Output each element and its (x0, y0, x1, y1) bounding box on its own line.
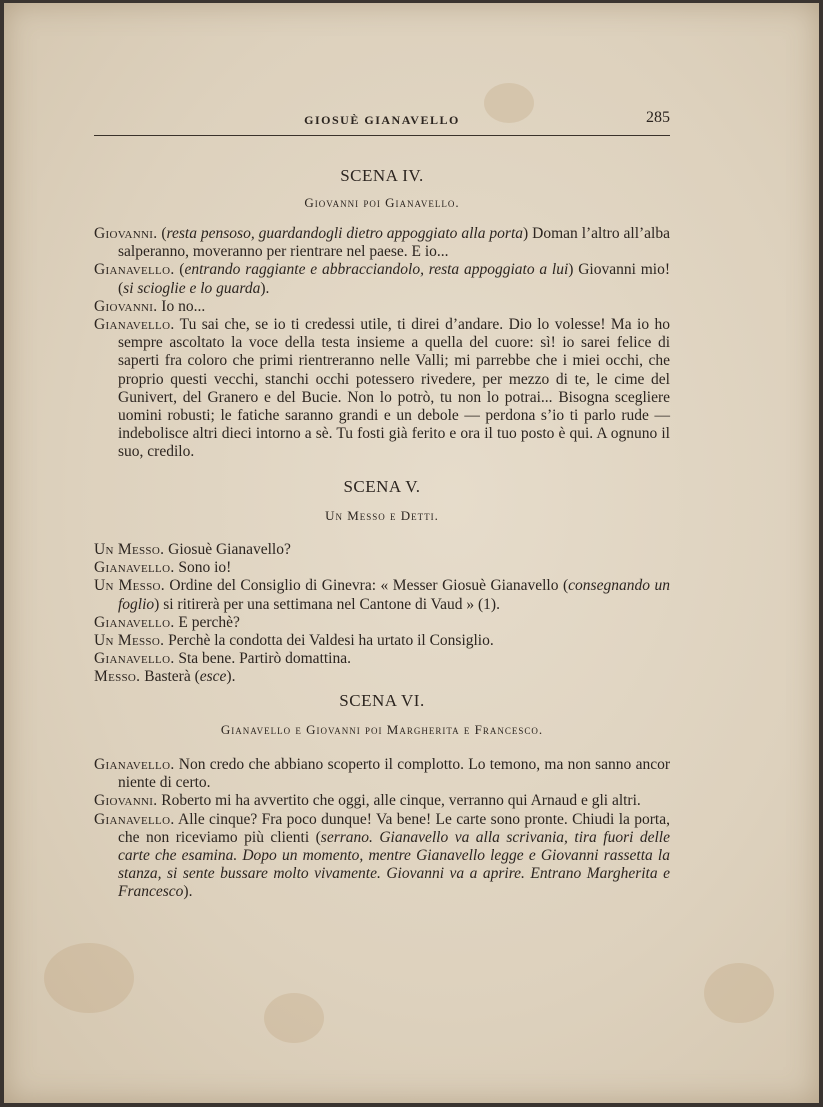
paper-stain (264, 993, 324, 1043)
scene-title: SCENA IV. (340, 166, 424, 185)
speaker-name: Gianavello. (94, 261, 175, 279)
speaker-name: Un Messo. (94, 541, 165, 558)
dialogue-line (94, 316, 670, 462)
scene-lines (94, 756, 670, 902)
dialogue-text: ). (260, 279, 270, 297)
dialogue-text: Giosuè Gianavello? (164, 541, 291, 558)
scene-title: SCENA VI. (339, 691, 425, 710)
dialogue-line (94, 650, 670, 668)
scene-title: SCENA V. (343, 477, 421, 496)
dialogue-text: Tu sai che, se io ti credessi utile, ti direi d’andare. Dio lo volesse! Ma io ho sempre ascoltato la voce della testa insieme a quella del cuore: sì! io sarei felice di saperti fra coloro che primi rientreranno nelle Valli; mi parrebbe che i miei occhi, che proprio questi vecchi, stanchi occhi potessero rivedere, per mezzo di te, le cime del Gunivert, del Granero e del Bucie. Non lo potrò, tu non lo potrai... Bisogna scegliere uomini robusti; le fatiche saranno grandi e un debole — perdona s’io ti parlo rude — indebolisce altri dieci intorno a sè. Tu fosti già ferito e ora il tuo posto è qui. A ognuno il suo, credilo. (118, 316, 670, 461)
speaker-name: Gianavello. (94, 810, 175, 828)
page-number: 285 (646, 109, 670, 126)
running-head: GIOSUÈ GIANAVELLO (304, 113, 460, 127)
dialogue-line (94, 632, 670, 650)
stage-direction: resta pensoso, guardandogli dietro appoggiato alla porta (166, 225, 524, 242)
dialogue-text: ). (183, 883, 193, 901)
dialogue-text: ). (226, 668, 236, 686)
paper-stain (704, 963, 774, 1023)
speaker-name: Gianavello. (94, 559, 175, 577)
stage-direction: serrano. Gianavello va alla scrivania, tira fuori delle carte che esamina. Dopo un momento, mentre Gianavello legge e Giovanni rassetta la stanza, si sente bussare molto vivamente. Giovanni va a aprire. Entrano Margherita e Francesco (118, 828, 670, 901)
speaker-name: Gianavello. (94, 756, 175, 773)
dialogue-text: ( (157, 225, 167, 242)
dialogue-text: Ordine del Consiglio di Ginevra: « Messer Giosuè Gianavello ( (164, 577, 569, 595)
dialogue-line (94, 811, 670, 902)
dialogue-text: Non credo che abbiano scoperto il complotto. Lo temono, ma non sanno ancor niente di certo. (118, 756, 670, 792)
dialogue-line (94, 541, 670, 559)
dialogue-line (94, 614, 670, 632)
speaker-name: Gianavello. (94, 613, 175, 631)
dialogue-line (94, 756, 670, 792)
scene-lines (94, 225, 670, 462)
dialogue-text: Sono io! (174, 559, 232, 577)
dialogue-text: E perchè? (174, 613, 240, 631)
dialogue-text: Io no... (157, 297, 206, 315)
dialogue-text: Basterà ( (140, 668, 200, 686)
stage-direction: entrando raggiante e abbracciandolo, resta appoggiato a lui (184, 261, 569, 279)
dialogue-text: ( (174, 261, 185, 279)
speaker-name: Messo. (94, 668, 141, 686)
stage-direction: esce (199, 668, 227, 686)
scene-characters: Giovanni poi Gianavello. (304, 195, 460, 210)
dialogue-line (94, 261, 670, 297)
speaker-name: Giovanni. (94, 297, 158, 315)
dialogue-text: Alle cinque? Fra poco dunque! Va bene! Le carte sono pronte. Chiudi la porta, che non riceviamo più clienti ( (118, 810, 670, 846)
dialogue-line (94, 792, 670, 810)
dialogue-line (94, 668, 670, 686)
dialogue-line (94, 559, 670, 577)
dialogue-line (94, 577, 670, 613)
dialogue-text: ) Doman l’altro all’alba salperanno, moveranno per rientrare nel paese. E io... (118, 225, 670, 261)
paper-stain (44, 943, 134, 1013)
speaker-name: Giovanni. (94, 225, 158, 242)
stage-direction: si scioglie e lo guarda (123, 279, 261, 297)
speaker-name: Gianavello. (94, 650, 175, 668)
dialogue-text: Perchè la condotta dei Valdesi ha urtato il Consiglio. (164, 632, 494, 650)
dialogue-text: Sta bene. Partirò domattina. (174, 650, 351, 668)
scene-lines (94, 541, 670, 687)
speaker-name: Giovanni. (94, 792, 158, 810)
speaker-name: Gianavello. (94, 316, 175, 334)
dialogue-text: Roberto mi ha avvertito che oggi, alle cinque, verranno qui Arnaud e gli altri. (157, 792, 641, 810)
dialogue-text: ) si ritirerà per una settimana nel Cantone di Vaud » (1). (154, 595, 500, 613)
dialogue-text: ) Giovanni mio! ( (118, 261, 670, 297)
speaker-name: Un Messo. (94, 577, 165, 595)
dialogue-line (94, 225, 670, 261)
speaker-name: Un Messo. (94, 632, 165, 650)
scene-characters: Gianavello e Giovanni poi Margherita e Francesco. (220, 722, 544, 737)
scene-characters: Un Messo e Detti. (325, 508, 439, 523)
stage-direction: consegnando un foglio (118, 577, 670, 613)
dialogue-line (94, 298, 670, 316)
page-header (94, 109, 670, 136)
book-page (4, 3, 819, 1103)
